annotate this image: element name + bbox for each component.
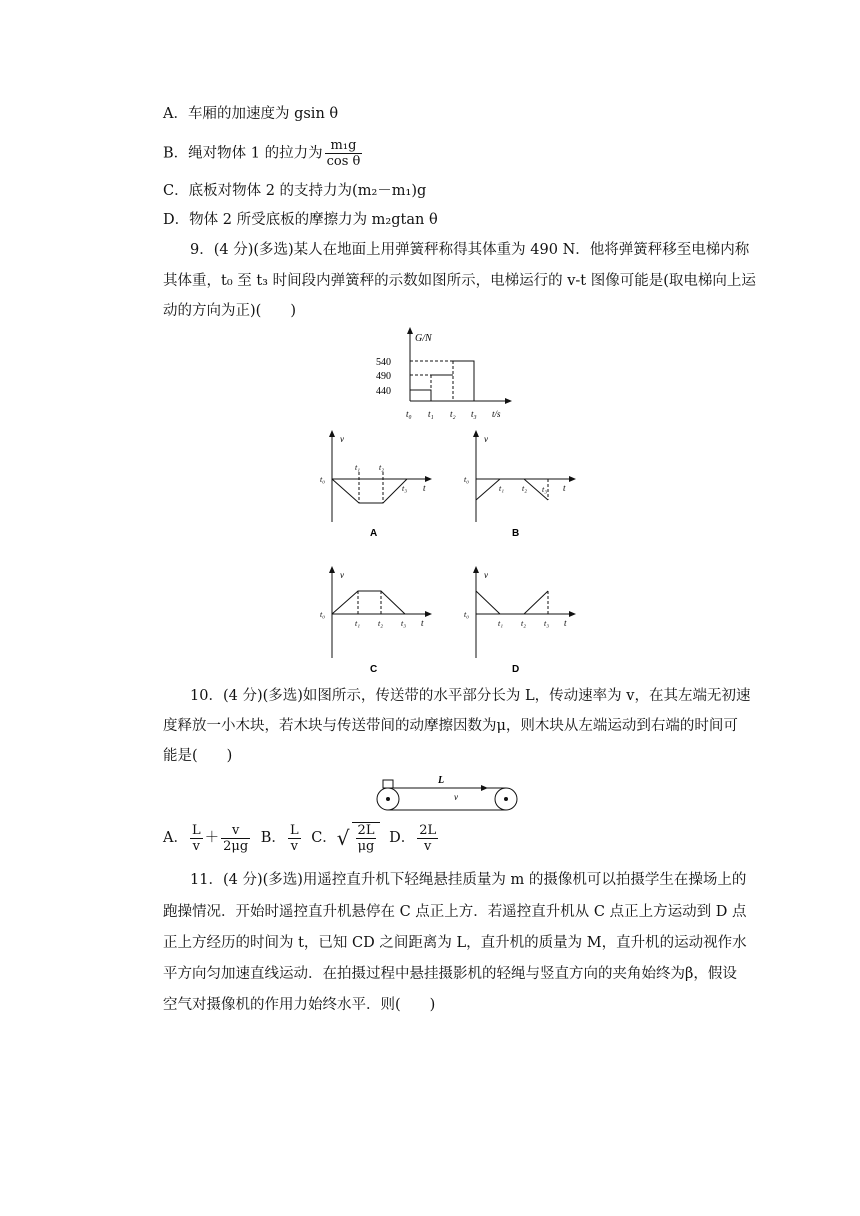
q8-option-b xyxy=(163,138,364,169)
fraction-numerator: L xyxy=(289,822,299,838)
fraction xyxy=(417,823,438,854)
v-label: v xyxy=(484,570,488,580)
vt-chart-a xyxy=(318,428,448,543)
fraction-denominator: cos θ xyxy=(326,154,361,169)
fraction xyxy=(221,823,250,854)
q11-line-1: 11．(4 分)(多选)用遥控直升机下轻绳悬挂质量为 m 的摄像机可以拍摄学生在操场上的 xyxy=(190,872,747,888)
t2-label: t₂ xyxy=(378,619,384,628)
arrow-head-icon xyxy=(481,785,488,791)
q11-line-4: 平方向匀加速直线运动．在拍摄过程中悬挂摄影机的轻绳与竖直方向的夹角始终为β，假设 xyxy=(163,966,737,982)
t3-label: t₃ xyxy=(402,484,408,493)
g-t-chart xyxy=(370,325,520,425)
q9-line-3: 动的方向为正)( ) xyxy=(163,303,296,319)
sqrt-sign-icon: √ xyxy=(336,826,350,850)
fraction-denominator: μg xyxy=(357,839,375,854)
belt-speed-label: v xyxy=(454,792,458,802)
fraction-numerator: m₁g xyxy=(325,138,363,154)
fraction-numerator: v xyxy=(221,823,250,839)
t-label: t xyxy=(421,618,424,628)
q8-option-d: D．物体 2 所受底板的摩擦力为 m₂gtan θ xyxy=(163,212,438,228)
q10-line-1: 10．(4 分)(多选)如图所示，传送带的水平部分长为 L，传动速率为 v，在其左端无初速 xyxy=(190,688,751,704)
vt-chart-d xyxy=(462,564,592,679)
t-axis-arrow-icon xyxy=(569,476,576,482)
origin-label: t₀ xyxy=(464,610,470,619)
origin-label: t₀ xyxy=(320,610,326,619)
v-t-segment-1 xyxy=(476,479,500,500)
y-axis-arrow-icon xyxy=(407,327,413,334)
x-tick-t0: t₀ xyxy=(406,409,412,419)
t-label: t xyxy=(564,618,567,628)
v-t-curve xyxy=(332,591,405,614)
t-axis-arrow-icon xyxy=(425,476,432,482)
fraction-denominator: v xyxy=(290,838,298,854)
fraction-denominator: v xyxy=(192,838,200,854)
segment-540 xyxy=(453,361,474,401)
left-pulley-axle xyxy=(386,797,390,801)
q10-option-a-label: A． xyxy=(163,830,188,846)
fraction xyxy=(356,823,377,854)
t3-label: t₃ xyxy=(544,619,550,628)
t1-label: t₁ xyxy=(498,619,504,628)
origin-label: t₀ xyxy=(320,475,326,484)
t3-label: t₃ xyxy=(401,619,407,628)
q8-option-a: A．车厢的加速度为 gsin θ xyxy=(163,106,339,122)
t1-label: t₁ xyxy=(355,619,361,628)
v-label: v xyxy=(484,434,488,444)
q8-option-b-fraction xyxy=(325,138,363,169)
q11-line-3: 正上方经历的时间为 t，已知 CD 之间距离为 L，直升机的质量为 M，直升机的运动视作水 xyxy=(163,935,747,951)
q10-line-3: 能是( ) xyxy=(163,748,233,764)
q11-line-5: 空气对摄像机的作用力始终水平．则( ) xyxy=(163,997,436,1013)
v-axis-arrow-icon xyxy=(329,430,335,437)
v-axis-arrow-icon xyxy=(473,566,479,573)
t2-label: t₂ xyxy=(521,619,527,628)
segment-440 xyxy=(410,390,431,401)
t-axis-arrow-icon xyxy=(425,611,432,617)
vt-chart-c xyxy=(318,564,448,679)
origin-label: t₀ xyxy=(464,475,470,484)
q9-line-1: 9．(4 分)(多选)某人在地面上用弹簧秤称得其体重为 490 N．他将弹簧秤移至电梯内称 xyxy=(190,242,750,258)
fraction xyxy=(190,823,203,854)
fraction-numerator: L xyxy=(191,822,201,838)
vt-chart-b xyxy=(462,428,592,543)
plus-sign: ＋ xyxy=(204,830,220,846)
v-t-segment-2 xyxy=(524,591,548,614)
t1-label: t₁ xyxy=(499,484,505,493)
t-label: t xyxy=(423,483,426,493)
x-tick-t2: t₂ xyxy=(450,409,456,419)
t3-label: t₃ xyxy=(542,485,548,494)
x-tick-t3: t₃ xyxy=(471,409,477,419)
chart-caption-c: C xyxy=(370,664,378,675)
q10-options xyxy=(163,822,440,862)
v-t-curve xyxy=(332,479,407,503)
chart-caption-d: D xyxy=(512,664,520,675)
q8-option-b-text: B．绳对物体 1 的拉力为 xyxy=(163,145,323,162)
v-label: v xyxy=(340,570,344,580)
v-axis-arrow-icon xyxy=(473,430,479,437)
x-axis-label: t/s xyxy=(492,409,501,419)
sqrt-content xyxy=(352,822,381,854)
belt-length-label: L xyxy=(438,775,445,786)
fraction-numerator: 2L xyxy=(357,823,375,838)
chart-caption-a: A xyxy=(370,528,378,539)
chart-caption-b: B xyxy=(512,528,520,539)
v-t-segment-1 xyxy=(476,591,500,614)
t2-label: t₂ xyxy=(522,484,528,493)
q8-option-c: C．底板对物体 2 的支持力为(m₂－m₁)g xyxy=(163,183,427,199)
x-axis-arrow-icon xyxy=(505,398,512,404)
fraction-denominator: 2μg xyxy=(223,838,249,854)
q10-option-d-label: D． xyxy=(389,830,416,846)
q10-option-c-label: C． xyxy=(311,830,337,846)
y-tick-540: 540 xyxy=(376,357,391,368)
t2-label: t₂ xyxy=(379,463,385,472)
fraction-numerator: 2L xyxy=(419,822,437,838)
t-label: t xyxy=(563,483,566,493)
q10-option-b-label: B． xyxy=(260,830,286,846)
y-tick-440: 440 xyxy=(376,386,391,397)
fraction-denominator: v xyxy=(423,838,432,854)
conveyor-belt-diagram xyxy=(372,770,522,814)
v-label: v xyxy=(340,434,344,444)
q11-line-2: 跑操情况．开始时遥控直升机悬停在 C 点正上方．若遥控直升机从 C 点正上方运动到 D 点 xyxy=(163,904,747,920)
t1-label: t₁ xyxy=(355,463,361,472)
y-axis-label: G/N xyxy=(415,333,432,344)
v-axis-arrow-icon xyxy=(329,566,335,573)
wooden-block xyxy=(383,780,393,788)
q10-line-2: 度释放一小木块，若木块与传送带间的动摩擦因数为μ，则木块从左端运动到右端的时间可 xyxy=(163,718,738,734)
y-tick-490: 490 xyxy=(376,371,391,382)
x-tick-t1: t₁ xyxy=(428,409,434,419)
t-axis-arrow-icon xyxy=(569,611,576,617)
q9-line-2: 其体重，t₀ 至 t₃ 时间段内弹簧秤的示数如图所示，电梯运行的 v-t 图像可能是(取电梯向上运 xyxy=(163,273,756,289)
right-pulley-axle xyxy=(504,797,508,801)
fraction xyxy=(288,823,301,854)
